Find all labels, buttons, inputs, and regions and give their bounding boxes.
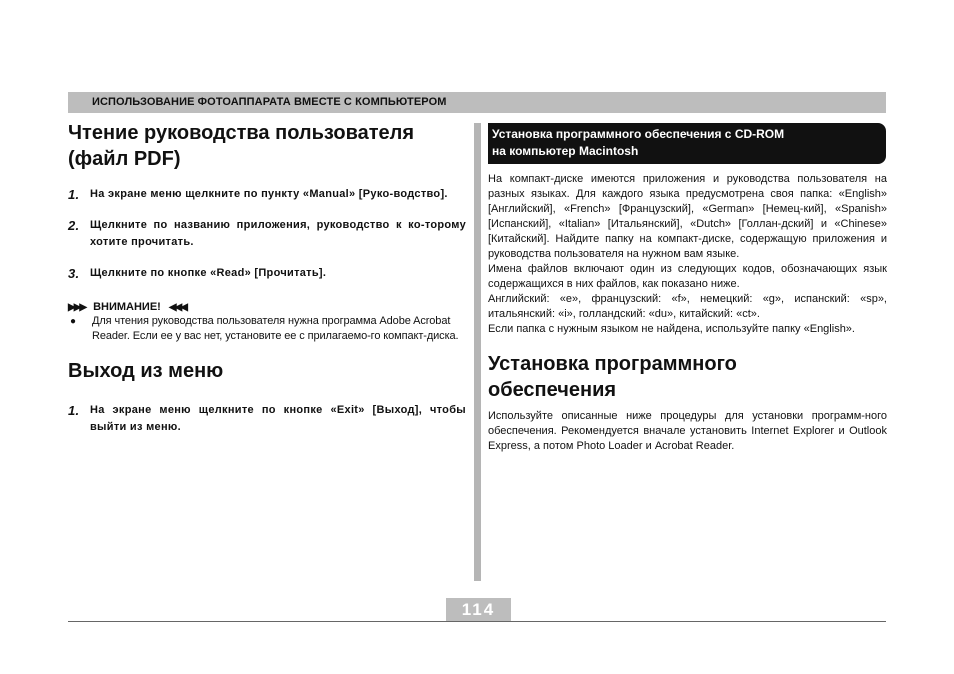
column-divider (474, 123, 481, 581)
step-text: На экране меню щелкните по пункту «Manual» [Руко-водство]. (90, 188, 448, 200)
footer-rule (68, 621, 886, 622)
step-2 (68, 217, 466, 251)
paragraph-languages: На компакт-диске имеются приложения и руководства пользователя на разных языках. Для каждого языка предусмотрена своя папка: «English» [Английский], «French» [Французский], «German» [Немец-кий], «Spanish» [Испанский], «Italian» [Итальянский], «Dutch» [Голлан-дский] и «Chinese» [Китайский]. Найдите папку на компакт-диске, содержащую приложения и руководства пользователя на нужном вам языке. (488, 173, 887, 260)
left-column (68, 120, 466, 436)
section-title-line1: Установка программного (488, 353, 737, 375)
step-text: Щелкните по названию приложения, руководство к ко-торому хотите прочитать. (90, 219, 466, 248)
paragraph-install-order: Используйте описанные ниже процедуры для установки программ-ного обеспечения. Рекомендуется вначале установить Internet Explorer и Outlook Express, а потом Photo Loader и Acrobat Reader. (488, 410, 887, 452)
macintosh-install-heading-box (488, 123, 886, 164)
step-number: 1. (68, 403, 80, 418)
section-title-line2: обеспечения (488, 379, 617, 401)
step-1-exit (68, 402, 466, 436)
section-title-exit-menu: Выход из меню (68, 360, 224, 382)
step-3 (68, 265, 466, 282)
attention-arrow-right-icon: ▶▶▶ (68, 301, 86, 313)
step-1 (68, 186, 466, 203)
chapter-title: ИСПОЛЬЗОВАНИЕ ФОТОАППАРАТА ВМЕСТЕ С КОМПЬЮТЕРОМ (92, 96, 447, 108)
paragraph-fallback: Если папка с нужным языком не найдена, используйте папку «English». (488, 323, 855, 335)
attention-arrow-left-icon: ◀◀◀ (168, 301, 186, 313)
step-number: 2. (68, 218, 80, 233)
section-title-line2: (файл PDF) (68, 148, 181, 170)
note-label: ВНИМАНИЕ! (93, 301, 161, 313)
page-number: 114 (446, 598, 511, 622)
box-line2: на компьютер Macintosh (492, 144, 639, 158)
right-column (488, 123, 887, 454)
step-number: 3. (68, 266, 80, 281)
paragraph-file-codes: Имена файлов включают один из следующих кодов, обозначающих язык содержащихся в них файлов, как показано ниже. (488, 263, 887, 290)
section-title-read-manual (68, 120, 466, 172)
note-heading (68, 300, 466, 314)
step-text: На экране меню щелкните по кнопке «Exit» [Выход], чтобы выйти из меню. (90, 404, 466, 433)
note-text: Для чтения руководства пользователя нужна программа Adobe Acrobat Reader. Если ее у вас нет, установите ее с прилагаемо-го компакт-диска. (92, 315, 459, 342)
chapter-header-bar (68, 92, 886, 113)
bullet-dot-icon: ● (70, 316, 76, 327)
step-text: Щелкните по кнопке «Read» [Прочитать]. (90, 267, 327, 279)
step-number: 1. (68, 187, 80, 202)
box-line1: Установка программного обеспечения с CD-ROM (492, 127, 785, 141)
note-bullet (68, 314, 466, 344)
section-title-install-software (488, 351, 887, 403)
section-title-line1: Чтение руководства пользователя (68, 122, 415, 144)
paragraph-code-list: Английский: «e», французский: «f», немецкий: «g», испанский: «sp», итальянский: «i», голландский: «du», китайский: «ct». (488, 293, 887, 320)
